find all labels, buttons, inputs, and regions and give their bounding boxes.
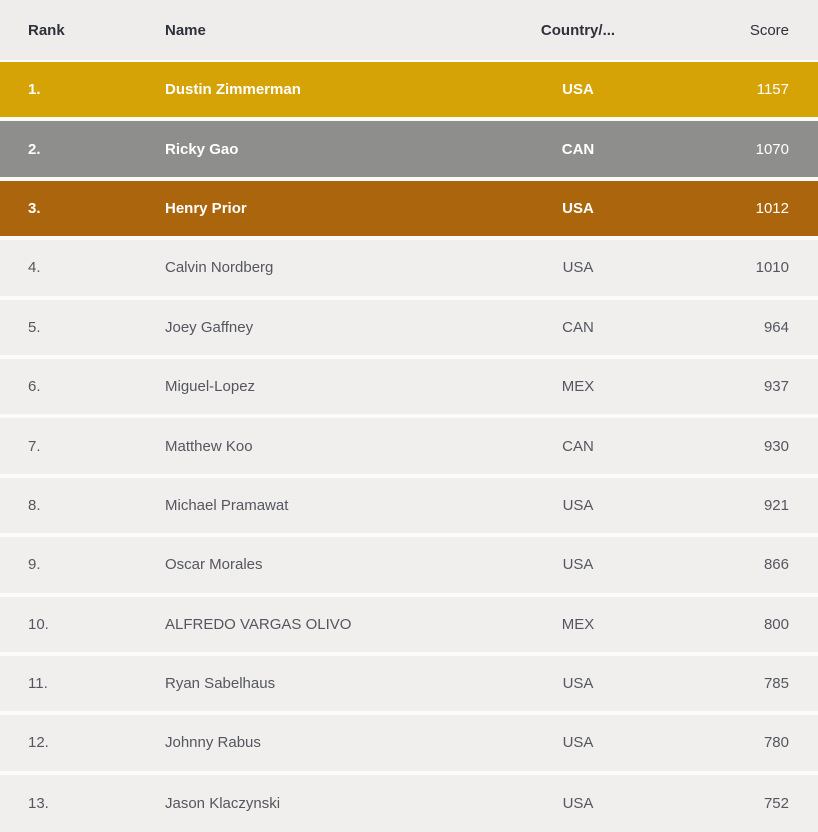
- rank-cell: 7.: [28, 437, 41, 455]
- player-name: Oscar Morales: [165, 556, 263, 574]
- leaderboard-row[interactable]: [0, 418, 818, 473]
- score-cell: 800: [763, 615, 789, 633]
- score-cell: 930: [763, 437, 789, 455]
- rank-cell: 5.: [28, 318, 41, 336]
- score-cell: 937: [763, 378, 789, 396]
- player-name: Calvin Nordberg: [165, 259, 274, 277]
- player-name: Dustin Zimmerman: [165, 81, 301, 99]
- country-cell: USA: [562, 259, 594, 277]
- score-cell: 921: [763, 496, 789, 514]
- leaderboard-row[interactable]: [0, 478, 818, 533]
- rank-cell: 8.: [28, 496, 41, 514]
- country-cell: USA: [562, 675, 594, 693]
- score-cell: 752: [763, 794, 789, 812]
- rank-cell: 12.: [28, 734, 49, 752]
- player-name: ALFREDO VARGAS OLIVO: [165, 615, 352, 633]
- player-name: Jason Klaczynski: [165, 794, 281, 812]
- rank-cell: 10.: [28, 615, 49, 633]
- player-name: Johnny Rabus: [165, 734, 261, 752]
- country-cell: USA: [562, 496, 594, 514]
- player-name: Henry Prior: [165, 199, 247, 217]
- leaderboard-row[interactable]: [0, 300, 818, 355]
- column-header-rank[interactable]: Rank: [28, 21, 65, 39]
- rank-cell: 3.: [28, 199, 41, 217]
- leaderboard-row[interactable]: [0, 240, 818, 295]
- rank-cell: 13.: [28, 794, 49, 812]
- rank-cell: 2.: [28, 140, 41, 158]
- column-header-score[interactable]: Score: [749, 21, 789, 39]
- country-cell: CAN: [561, 140, 595, 158]
- country-cell: CAN: [562, 437, 594, 455]
- score-cell: 866: [763, 556, 789, 574]
- country-cell: USA: [562, 199, 594, 217]
- player-name: Joey Gaffney: [165, 318, 254, 336]
- rank-cell: 1.: [28, 81, 41, 99]
- country-cell: USA: [562, 81, 594, 99]
- country-cell: MEX: [561, 615, 595, 633]
- leaderboard-row[interactable]: [0, 537, 818, 592]
- score-cell: 780: [763, 734, 789, 752]
- column-header-country[interactable]: Country/...: [540, 21, 616, 39]
- rank-cell: 11.: [28, 675, 48, 693]
- leaderboard-row[interactable]: [0, 121, 818, 176]
- score-cell: 1010: [755, 259, 789, 277]
- leaderboard-row[interactable]: [0, 181, 818, 236]
- score-cell: 1012: [755, 199, 789, 217]
- country-cell: MEX: [561, 378, 595, 396]
- country-cell: CAN: [562, 318, 594, 336]
- column-header-name[interactable]: Name: [165, 21, 206, 39]
- country-cell: USA: [562, 556, 594, 574]
- leaderboard-row[interactable]: [0, 715, 818, 770]
- rank-cell: 6.: [28, 378, 41, 396]
- table-header-row: [0, 0, 818, 60]
- player-name: Miguel-Lopez: [165, 378, 256, 396]
- player-name: Matthew Koo: [165, 437, 253, 455]
- country-cell: USA: [562, 734, 594, 752]
- country-cell: USA: [562, 794, 594, 812]
- player-name: Ricky Gao: [165, 140, 239, 158]
- table-body: [0, 62, 818, 832]
- rank-cell: 9.: [28, 556, 41, 574]
- leaderboard-row[interactable]: [0, 597, 818, 652]
- rank-cell: 4.: [28, 259, 41, 277]
- score-cell: 964: [763, 318, 789, 336]
- score-cell: 1070: [755, 140, 789, 158]
- player-name: Ryan Sabelhaus: [165, 675, 276, 693]
- leaderboard-row[interactable]: [0, 62, 818, 117]
- score-cell: 785: [763, 675, 789, 693]
- score-cell: 1157: [756, 81, 789, 99]
- player-name: Michael Pramawat: [165, 496, 289, 514]
- leaderboard-row[interactable]: [0, 359, 818, 414]
- leaderboard-row[interactable]: [0, 656, 818, 711]
- leaderboard-row[interactable]: [0, 775, 818, 832]
